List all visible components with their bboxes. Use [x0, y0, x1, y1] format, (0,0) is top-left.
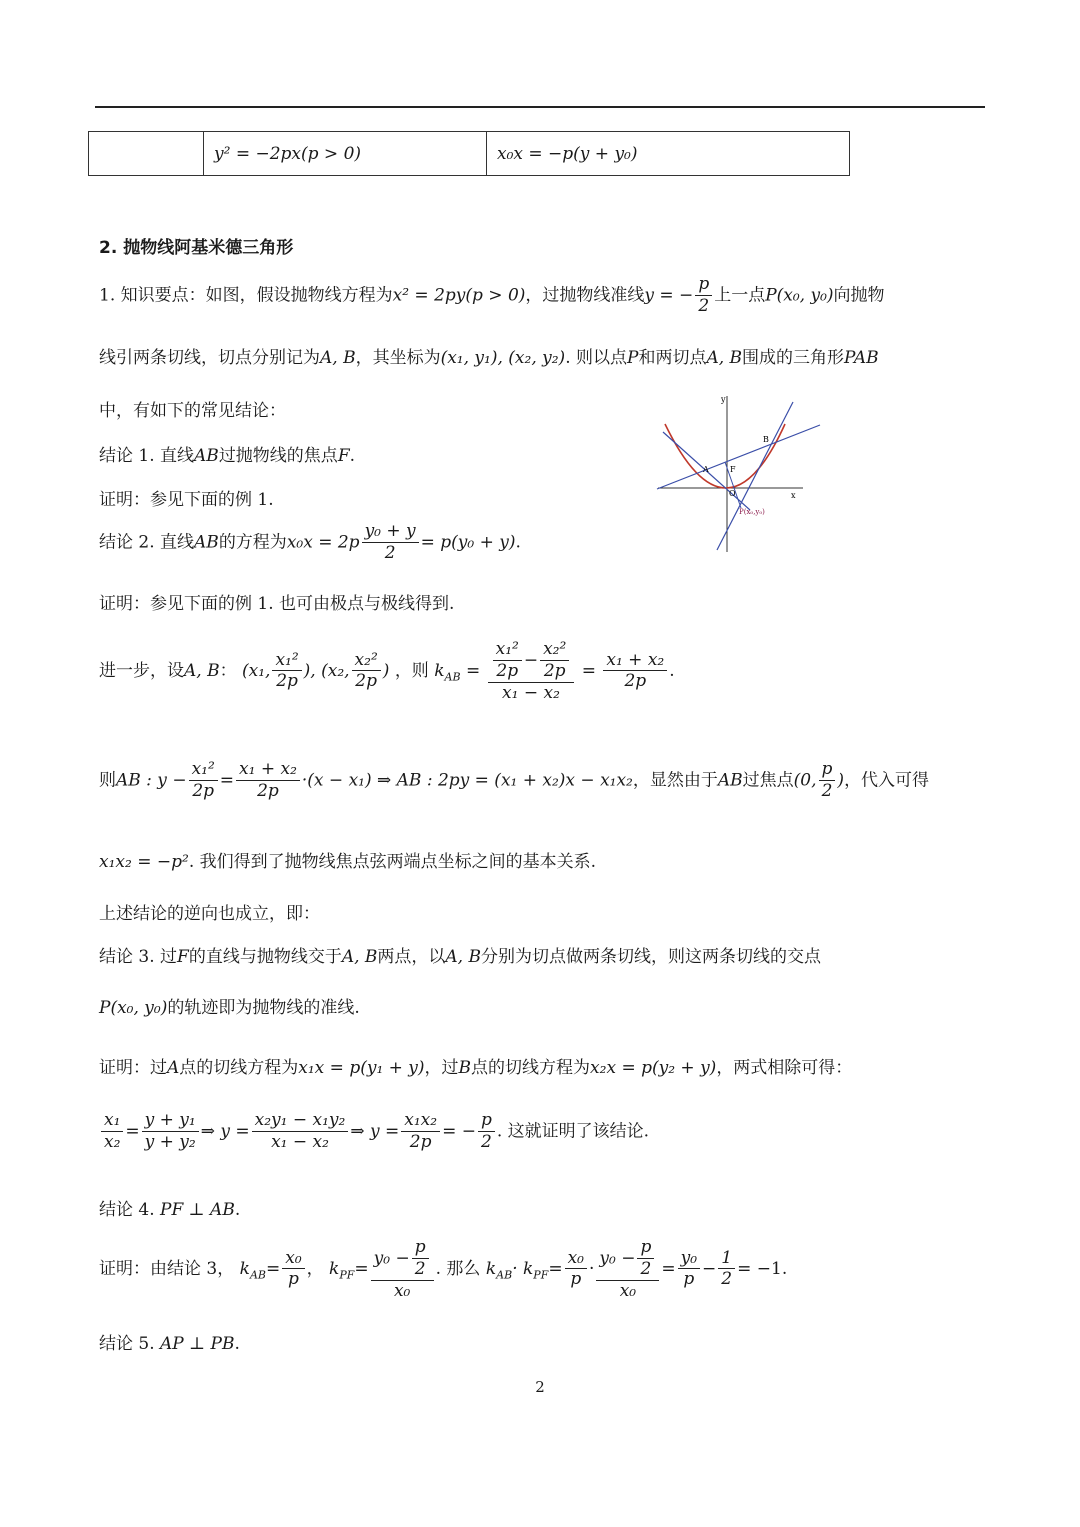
label-a: A: [703, 465, 709, 474]
conclusion-2: 结论 2. 直线AB的方程为x₀x = 2p $\frac{\text{y₀ + y}}{2}$ = p(y₀ + y).: [99, 521, 521, 563]
conclusion-3: 结论 3. 过F的直线与抛物线交于A, B两点，以A, B分别为切点做两条切线，则这两条切线的交点: [99, 947, 821, 967]
fraction: $\frac{\text{x₁}}{\text{x₂}}$: [101, 1111, 123, 1153]
conclusion-5: 结论 5. AP ⊥ PB.: [99, 1334, 240, 1354]
label-f: F: [730, 465, 736, 474]
proof-1: 证明：参见下面的例 1.: [99, 490, 274, 510]
label-x: x: [791, 491, 796, 500]
proof-3: 证明：过A点的切线方程为x₁x = p(y₁ + y)，过B点的切线方程为x₂x = p(y₂ + y)，两式相除可得：: [99, 1058, 853, 1078]
conclusion-4: 结论 4. PF ⊥ AB.: [99, 1200, 241, 1220]
converse-intro: 上述结论的逆向也成立，即：: [99, 904, 320, 924]
chord-ab: [657, 425, 820, 489]
fraction: $\frac{\text{x₂²}}{2p}$: [352, 651, 381, 693]
table-row: [89, 132, 850, 176]
table-cell-tangent: x₀x = −p(y + y₀): [487, 132, 850, 176]
fraction: $\frac{1}{2}$: [718, 1249, 735, 1291]
fraction: $\frac{p}{2}$: [695, 275, 712, 317]
intro-line-3: 中，有如下的常见结论：: [99, 401, 286, 421]
fraction: $\frac{p}{2}$: [478, 1111, 495, 1153]
fraction: $\frac{\text{x₀}}{p}$: [565, 1249, 587, 1291]
compound-fraction: $\frac{\text{x₁²}}{2p}$ − $\frac{\text{x₂²}}{2p}$ x₁ − x₂: [488, 640, 575, 703]
proof-2: 证明：参见下面的例 1. 也可由极点与极线得到.: [99, 594, 455, 614]
intro-line-1: 1. 知识要点：如图，假设抛物线方程为x² = 2py(p > 0)，过抛物线准线y = − $\frac{p}{2}$ 上一点P(x₀, y₀)向抛物: [99, 274, 885, 316]
page-number: 2: [535, 1378, 545, 1396]
fraction: $\frac{\text{x₁²}}{2p}$: [272, 651, 301, 693]
proof-3-equations: $\frac{\text{x₁}}{\text{x₂}}$ = $\frac{\text{y + y₁}}{\text{y + y₂}}$ ⇒ y = $\frac{\text{x₂y₁ − x₁y₂}}{\text{x₁ − x₂}}$ ⇒ y = $\frac{\text{x₁x₂}}{2p}$ = − $\frac{p}{2}$ . 这就证明了该结论.: [99, 1111, 649, 1153]
parabola-figure: [655, 392, 825, 560]
line-ab-equation: 则AB : y − $\frac{\text{x₁²}}{2p}$ = $\frac{\text{x₁ + x₂}}{2p}$ ·(x − x₁) ⇒ AB : 2py = (x₁ + x₂)x − x₁x₂，显然由于AB过焦点(0, $\frac{p}{2}$ )，代入可得: [99, 759, 930, 801]
fraction: $\frac{\text{x₂y₁ − x₁y₂}}{\text{x₁ − x₂}}$: [252, 1111, 349, 1153]
conclusion-1: 结论 1. 直线AB过抛物线的焦点F.: [99, 446, 356, 466]
tangent-b: [717, 402, 793, 550]
fraction: $\frac{\text{x₁²}}{2p}$: [189, 760, 218, 802]
fraction: $\frac{\text{y₀}}{p}$: [678, 1249, 700, 1291]
compound-fraction: y₀ − $\frac{p}{2}$ x₀: [596, 1238, 659, 1301]
focal-chord-relation: x₁x₂ = −p². 我们得到了抛物线焦点弦两端点坐标之间的基本关系.: [99, 852, 597, 872]
header-rule: [95, 106, 985, 108]
fraction: $\frac{\text{x₁x₂}}{2p}$: [401, 1111, 440, 1153]
slope-derivation: 进一步，设A, B： (x₁, $\frac{\text{x₁²}}{2p}$ ), (x₂, $\frac{\text{x₂²}}{2p}$ ) ，则 $k_{AB}$ = $\frac{\text{x₁²}}{2p}$ − $\frac{\text{x₂²}}{2p}$ x₁ − x₂ = $\frac{\text{x₁ + x₂}}{2p}$ .: [99, 639, 675, 703]
formula-table: [88, 131, 850, 176]
compound-fraction: y₀ − $\frac{p}{2}$ x₀: [371, 1238, 434, 1301]
fraction: $\frac{p}{2}$: [819, 760, 836, 802]
intro-line-2: 线引两条切线，切点分别记为A, B，其坐标为(x₁, y₁), (x₂, y₂). 则以点P和两切点A, B围成的三角形PAB: [99, 348, 879, 368]
fraction: $\frac{\text{y₀ + y}}{2}$: [362, 522, 419, 564]
label-b: B: [763, 435, 769, 444]
fraction: $\frac{\text{x₁ + x₂}}{2p}$: [236, 760, 300, 802]
label-p: P(x₀,y₀): [739, 508, 765, 516]
label-o: O: [729, 489, 736, 498]
fraction: $\frac{\text{x₁ + x₂}}{2p}$: [603, 651, 667, 693]
section-title: 2. 抛物线阿基米德三角形: [99, 238, 294, 258]
fraction: $\frac{\text{y + y₁}}{\text{y + y₂}}$: [142, 1111, 199, 1153]
fraction: $\frac{\text{x₀}}{p}$: [282, 1249, 304, 1291]
table-cell-equation: y² = −2px(p > 0): [204, 132, 487, 176]
proof-4: 证明：由结论 3， $k_{AB}=$ $\frac{\text{x₀}}{p}$ ， $k_{PF}=$ y₀ − $\frac{p}{2}$ x₀ . 那么 $k_{AB}\cdot k_{PF}=$ $\frac{\text{x₀}}{p}$ · y₀ − $\frac{p}{2}$ x₀ = $\frac{\text{y₀}}{p}$ − $\frac{1}{2}$ = −1.: [99, 1237, 788, 1301]
conclusion-3-cont: P(x₀, y₀)的轨迹即为抛物线的准线.: [99, 998, 360, 1018]
label-y: y: [721, 395, 726, 404]
table-cell-1: [89, 132, 204, 176]
